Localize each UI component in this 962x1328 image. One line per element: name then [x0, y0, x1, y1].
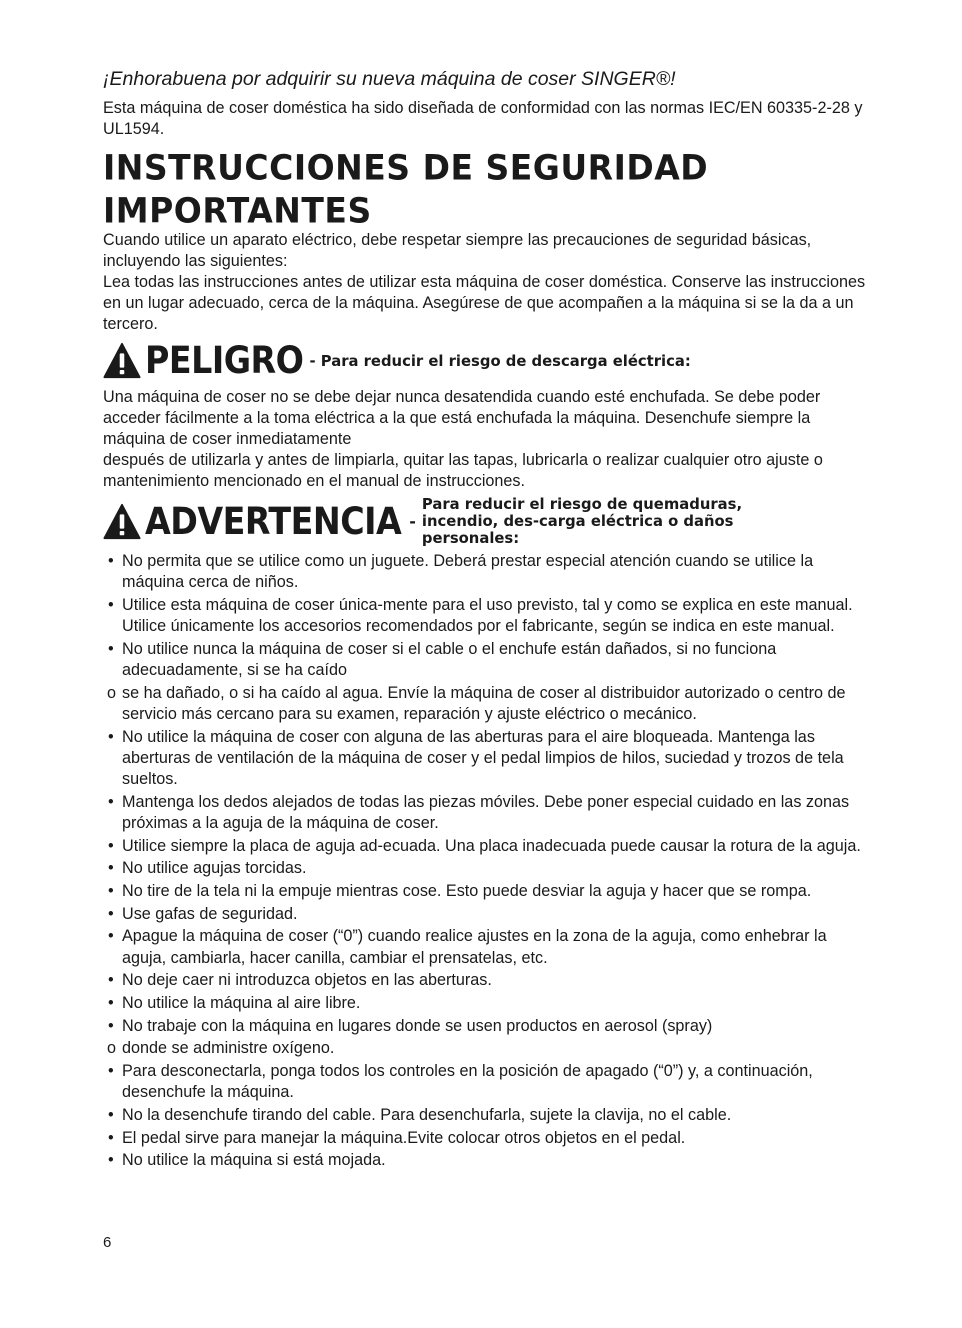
safety-bullet-list	[103, 551, 875, 1172]
safety-bullet-item	[103, 993, 875, 1014]
danger-heading	[103, 341, 875, 381]
safety-bullet-item	[103, 858, 875, 879]
safety-bullet-item	[103, 881, 875, 902]
page-number: 6	[103, 1234, 112, 1251]
safety-bullet-item	[103, 1016, 875, 1037]
danger-subtitle: - Para reducir el riesgo de descarga eléctrica:	[309, 352, 691, 370]
warning-heading	[103, 496, 875, 547]
bullet-mark: o	[107, 683, 117, 702]
safety-bullet-item	[103, 1038, 875, 1059]
bullet-text: No utilice agujas torcidas.	[122, 859, 307, 878]
safety-bullet-item	[103, 727, 875, 791]
bullet-mark: •	[108, 971, 114, 990]
bullet-text: Utilice siempre la placa de aguja ad-ecuada. Una placa inadecuada puede causar la rotura de la aguja.	[122, 836, 861, 855]
intro-text: Esta máquina de coser doméstica ha sido diseñada de conformidad con las normas IEC/EN 60335-2-28 y UL1594.	[103, 99, 863, 138]
manual-page	[103, 66, 875, 1173]
bullet-text: se ha dañado, o si ha caído al agua. Envíe la máquina de coser al distribuidor autorizado o centro de servicio más cercano para su examen, reparación y ajuste eléctrico o mecánico.	[122, 683, 846, 723]
danger-body-2: después de utilizarla y antes de limpiarla, quitar las tapas, lubricarla o realizar cualquier otro ajuste o mantenimiento mencionado en el manual de instrucciones.	[103, 451, 823, 490]
bullet-mark: •	[108, 1106, 114, 1125]
warning-dash: -	[409, 512, 416, 531]
title-line-2: IMPORTANTES	[103, 190, 372, 232]
bullet-text: Apague la máquina de coser (“0”) cuando realice ajustes en la zona de la aguja, como enhebrar la aguja, cambiarla, hacer canilla, cambiar el prensatelas, etc.	[122, 927, 827, 967]
bullet-text: Utilice esta máquina de coser única-mente para el uso previsto, tal y como se explica en este manual. Utilice únicamente los accesorios recomendados por el fabricante, según se indica en este manual.	[122, 595, 853, 636]
bullet-mark: •	[108, 1151, 114, 1170]
page-title	[103, 146, 875, 232]
bullet-mark: •	[108, 639, 114, 658]
bullet-text: El pedal sirve para manejar la máquina.Evite colocar otros objetos en el pedal.	[122, 1128, 686, 1147]
bullet-text: No la desenchufe tirando del cable. Para desenchufarla, sujete la clavija, no el cable.	[122, 1106, 732, 1125]
bullet-mark: •	[108, 994, 114, 1013]
warning-triangle-icon	[103, 503, 141, 541]
bullet-mark: •	[108, 1062, 114, 1081]
safety-bullet-item	[103, 683, 875, 725]
warning-word: ADVERTENCIA	[145, 499, 402, 543]
safety-bullet-item	[103, 792, 875, 834]
safety-bullet-item	[103, 836, 875, 857]
bullet-text: No utilice la máquina de coser con alguna de las aberturas para el aire bloqueada. Mantenga las aberturas de ventilación de la máquina de coser y el pedal limpios de hilos, suciedad y trozos de tela sueltos.	[122, 727, 844, 789]
danger-body-1: Una máquina de coser no se debe dejar nunca desatendida cuando esté enchufada. Se debe poder acceder fácilmente a la toma eléctrica a la que está enchufada la máquina. Desenchufe siempre la máquina de coser inmediatamente	[103, 388, 821, 448]
precautions-paragraph: Cuando utilice un aparato eléctrico, debe respetar siempre las precauciones de seguridad básicas, incluyendo las siguientes:	[103, 231, 812, 270]
safety-bullet-item	[103, 551, 875, 593]
greeting: ¡Enhorabuena por adquirir su nueva máquina de coser SINGER®!	[103, 68, 676, 90]
bullet-text: Use gafas de seguridad.	[122, 904, 298, 923]
bullet-mark: •	[108, 727, 114, 746]
safety-bullet-item	[103, 1105, 875, 1126]
read-instructions-paragraph: Lea todas las instrucciones antes de utilizar esta máquina de coser doméstica. Conserve las instrucciones en un lugar adecuado, cerca de la máquina. Asegúrese de que acompañen a la máquina si se la da a un tercero.	[103, 273, 866, 333]
bullet-text: No tire de la tela ni la empuje mientras cose. Esto puede desviar la aguja y hacer que se rompa.	[122, 882, 812, 901]
safety-bullet-item	[103, 1150, 875, 1171]
bullet-mark: •	[108, 927, 114, 946]
bullet-mark: •	[108, 859, 114, 878]
bullet-text: No deje caer ni introduzca objetos en las aberturas.	[122, 971, 492, 990]
warning-subtitle: Para reducir el riesgo de quemaduras, incendio, des-carga eléctrica o daños personales:	[421, 496, 743, 547]
bullet-text: Mantenga los dedos alejados de todas las piezas móviles. Debe poner especial cuidado en las zonas próximas a la aguja de la máquina de coser.	[122, 792, 850, 832]
bullet-mark: •	[108, 1128, 114, 1147]
bullet-mark: •	[108, 1016, 114, 1035]
bullet-text: No utilice nunca la máquina de coser si el cable o el enchufe están dañados, si no funciona adecuadamente, si se ha caído	[122, 639, 777, 680]
title-line-1: INSTRUCCIONES DE SEGURIDAD	[103, 147, 709, 188]
bullet-mark: •	[108, 904, 114, 923]
bullet-text: No utilice la máquina si está mojada.	[122, 1151, 386, 1170]
safety-bullet-item	[103, 1128, 875, 1149]
bullet-mark: •	[108, 595, 114, 614]
bullet-mark: •	[108, 552, 114, 570]
safety-bullet-item	[103, 904, 875, 925]
safety-bullet-item	[103, 595, 875, 637]
bullet-mark: o	[107, 1039, 117, 1058]
bullet-text: No trabaje con la máquina en lugares donde se usen productos en aerosol (spray)	[122, 1016, 713, 1035]
bullet-text: Para desconectarla, ponga todos los controles en la posición de apagado (“0”) y, a continuación, desenchufe la máquina.	[122, 1062, 813, 1102]
safety-bullet-item	[103, 926, 875, 968]
warning-triangle-icon	[103, 342, 141, 380]
bullet-text: No permita que se utilice como un juguete. Deberá prestar especial atención cuando se utilice la máquina cerca de niños.	[122, 552, 814, 592]
bullet-text: No utilice la máquina al aire libre.	[122, 994, 361, 1013]
bullet-mark: •	[108, 836, 114, 855]
bullet-mark: •	[108, 882, 114, 901]
safety-bullet-item	[103, 639, 875, 681]
bullet-mark: •	[108, 792, 114, 811]
safety-bullet-item	[103, 970, 875, 991]
safety-bullet-item	[103, 1061, 875, 1103]
danger-word: PELIGRO	[145, 339, 304, 382]
bullet-text: donde se administre oxígeno.	[122, 1039, 335, 1058]
